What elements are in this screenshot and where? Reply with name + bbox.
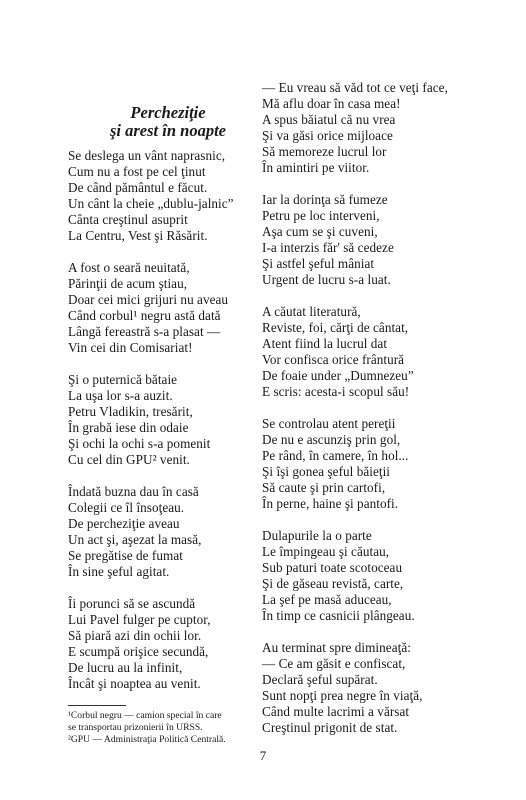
verse-line: Şi astfel şeful mâniat xyxy=(262,256,375,271)
verse-line: Reviste, foi, cărţi de cântat, xyxy=(262,320,409,335)
verse-line: Lui Pavel fulger pe cuptor, xyxy=(68,612,211,627)
verse-line: Sunt nopţi prea negre în viaţă, xyxy=(262,688,423,703)
verse-line: Şi va găsi orice mijloace xyxy=(262,128,393,143)
verse-line: Se pregătise de fumat xyxy=(68,548,183,563)
verse-line: În grabă iese din odaie xyxy=(68,420,189,435)
verse-line: Şi o puternică bătaie xyxy=(68,372,178,387)
footnote-line: ¹Corbul negru — camion special în care xyxy=(68,710,222,721)
footnote-rule xyxy=(68,705,126,706)
page-number: 7 xyxy=(259,748,267,763)
verse-line: De foaie under „Dumnezeu” xyxy=(262,368,414,383)
verse-line: Cu cel din GPU² venit. xyxy=(68,452,190,467)
verse-line: Colegii ce îl însoţeau. xyxy=(68,500,185,515)
footnote-line: ²GPU — Administraţia Politică Centrală. xyxy=(68,734,226,745)
verse-line: Îi porunci să se ascundă xyxy=(68,596,196,611)
verse-line: Le împingeau şi căutau, xyxy=(262,544,390,559)
verse-line: Declară şeful supărat. xyxy=(262,672,378,687)
verse-line: Când corbul¹ negru astă dată xyxy=(68,308,221,323)
verse-line: Când multe lacrimi a vărsat xyxy=(262,704,410,719)
verse-line: E scumpă orişice secundă, xyxy=(68,644,209,659)
verse-line: Un act şi, aşezat la masă, xyxy=(68,532,202,547)
verse-line: În perne, haine şi pantofi. xyxy=(262,496,399,511)
verse-line: — Ce am găsit e confiscat, xyxy=(262,656,406,671)
verse-line: Se controlau atent pereţii xyxy=(262,416,396,431)
verse-line: Părinţii de acum ştiau, xyxy=(68,276,188,291)
verse-line: Un cânt la cheie „dublu-jalnic” xyxy=(68,196,234,211)
verse-line: La uşa lor s-a auzit. xyxy=(68,388,173,403)
verse-line: Petru Vladikin, tresărit, xyxy=(68,404,193,419)
verse-line: Petru pe loc interveni, xyxy=(262,208,380,223)
verse-line: Vin cei din Comisariat! xyxy=(68,340,193,355)
verse-line: A spus băiatul că nu vrea xyxy=(262,112,396,127)
verse-line: A fost o seară neuitată, xyxy=(68,260,190,275)
verse-line: Au terminat spre dimineaţă: xyxy=(262,640,411,655)
verse-line: Pe rând, în camere, în hol... xyxy=(262,448,409,463)
verse-line: Dulapurile la o parte xyxy=(262,528,372,543)
verse-line: Îndată buzna dau în casă xyxy=(68,484,199,499)
verse-line: Urgent de lucru s-a luat. xyxy=(262,272,391,287)
verse-line: Atent fiind la lucrul dat xyxy=(262,336,388,351)
verse-line: Şi de găseau revistă, carte, xyxy=(262,576,404,591)
verse-line: Şi ochi la ochi s-a pomenit xyxy=(68,436,211,451)
verse-line: În sine şeful agitat. xyxy=(68,564,170,579)
verse-line: Sub paturi toate scotoceau xyxy=(262,560,403,575)
verse-line: Doar cei mici grijuri nu aveau xyxy=(68,292,229,307)
verse-line: E scris: acesta-i scopul său! xyxy=(262,384,410,399)
verse-line: La şef pe masă aduceau, xyxy=(262,592,392,607)
verse-line: — Eu vreau să văd tot ce veţi face, xyxy=(262,80,448,95)
verse-line: Să memoreze lucrul lor xyxy=(262,144,387,159)
verse-line: Aşa cum se şi cuveni, xyxy=(262,224,378,239)
verse-line: De lucru au la infinit, xyxy=(68,660,183,675)
verse-line: În timp ce casnicii plângeau. xyxy=(262,608,415,623)
verse-line: Cum nu a fost pe cel ţinut xyxy=(68,164,206,179)
verse-line: Iar la dorinţa să fumeze xyxy=(262,192,388,207)
verse-line: De când pământul e făcut. xyxy=(68,180,208,195)
verse-line: I-a interzis făr' să cedeze xyxy=(262,240,394,255)
verse-line: Şi îşi gonea şeful băieţii xyxy=(262,464,391,479)
verse-line: Încât şi noaptea au venit. xyxy=(68,676,201,691)
verse-line: Vor confisca orice frântură xyxy=(262,352,405,367)
verse-line: A căutat literatură, xyxy=(262,304,361,319)
verse-line: Creştinul prigonit de stat. xyxy=(262,720,398,735)
verse-line: Lângă fereastră s-a plasat — xyxy=(68,324,221,339)
verse-line: Cânta creştinul asuprit xyxy=(68,212,188,227)
verse-line: În amintiri pe viitor. xyxy=(262,160,370,175)
verse-line: Să piară azi din ochii lor. xyxy=(68,628,202,643)
verse-line: La Centru, Vest şi Răsărit. xyxy=(68,228,208,243)
verse-line: Se deslega un vânt naprasnic, xyxy=(68,148,226,163)
poem-title-line-1: Percheziţie xyxy=(130,103,206,122)
footnote-line: se transportau prizonierii în URSS. xyxy=(68,722,203,733)
poem-title-line-2: şi arest în noapte xyxy=(110,121,226,140)
verse-line: Mă aflu doar în casa mea! xyxy=(262,96,401,111)
verse-line: Să caute şi prin cartofi, xyxy=(262,480,386,495)
verse-line: De percheziţie aveau xyxy=(68,516,180,531)
verse-line: De nu e ascunziş prin gol, xyxy=(262,432,401,447)
